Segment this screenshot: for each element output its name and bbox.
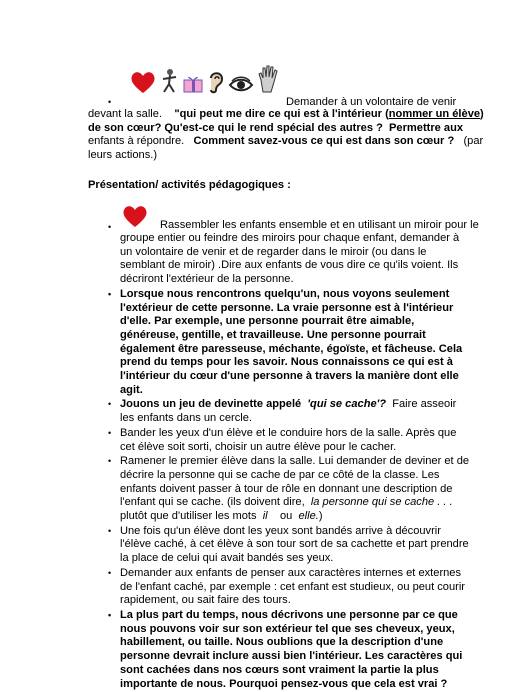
list-item [108, 398, 472, 425]
intro-line-1: Demander à un volontaire de venir [286, 96, 457, 108]
list-item [108, 609, 472, 691]
intro-bold-underline: nommer un élève [388, 108, 481, 120]
intro-bold-4: Permettre aux [389, 121, 464, 134]
icon-strip [130, 64, 279, 94]
section-heading: Présentation/ activités pédagogiques : [88, 179, 291, 191]
activity-list [108, 204, 479, 692]
intro-icon-row [88, 64, 488, 108]
list-item-text: Une fois qu'un élève dont les yeux sont bandés arrive à découvrir l'élève caché, à cet élève à son tour sort de sa cachette et part prendre la place de celui qui avait bandés ses yeux. [120, 524, 469, 565]
bullet: • [108, 399, 112, 410]
list-item [108, 567, 472, 608]
bullet: • [108, 427, 112, 438]
ear-icon [207, 70, 225, 94]
list-item-text: Bander les yeux d'un élève et le conduire hors de la salle. Après que cet élève soit sorti, choisir un autre élève pour le cacher. [120, 426, 457, 453]
person-icon [159, 68, 179, 94]
list-item-text: Ramener le premier élève dans la salle. Lui demander de deviner et de décrire la personne qui se cache de par ce côté de la classe. Les enfants doivent passer à tour de rôle en donnant une description de l'enfant qui se cache. (ils doivent dire, [120, 455, 470, 509]
intro-text-3: enfants à répondre. [88, 135, 185, 148]
heart-icon [130, 70, 156, 94]
intro-text-2: devant la salle. [88, 108, 163, 120]
list-item-first-line: Rassembler les enfants ensemble et en utilisant un miroir pour le [160, 219, 479, 231]
bullet: • [108, 525, 112, 536]
heart-icon [122, 204, 148, 228]
word-il: il [262, 510, 268, 523]
hand-icon [257, 64, 279, 94]
intro-section [88, 64, 488, 162]
intro-paragraph [88, 108, 488, 162]
list-item-text: Lorsque nous rencontrons quelqu'un, nous voyons seulement l'extérieur de cette personne. La vraie personne est à l'intérieur d'elle. Par exemple, une personne pourrait être aimable, généreuse, gentille, et travailleuse. Une personne pourrait également être paresseuse, méchante, égoïste, et fâcheuse. Cela prend du temps pour les savoir. Nous connaissons ce qui est à l'intérieur du cœur d'une personne à travers la manière dont elle agit. [120, 287, 463, 396]
bullet: • [108, 456, 112, 467]
intro-bold-3: de son cœur? Qu'est-ce qui le rend spécial des autres ? [88, 121, 383, 134]
list-item-text: Demander aux enfants de penser aux caractères internes et externes de l'enfant caché, par exemple : cet enfant est studieux, ou peut courir rapidement, ou sait faire des tours. [120, 566, 466, 607]
list-item-text: La plus part du temps, nous décrivons une personne par ce que nous pouvons voir sur son extérieur tel que ses cheveux, yeux, habillement, ou taille. Nous oublions que la description d'une personne devrait inclure aussi bien l'intérieur. Les caractères qui sont cachées dans nos cœurs sont vraiment la partie la plus importante de nous. Pourquoi pensez-vous que cela est vrai ? [120, 608, 463, 690]
list-item-text: groupe entier ou feindre des miroirs pour chaque enfant, demander à un volontaire de venir et de regarder dans le miroir (ou dans le semblant de miroir) .Dire aux enfants de vous dire ce qu'ils voient. Ils décriront l'extérieur de la personne. [120, 232, 460, 286]
bullet: • [108, 567, 112, 578]
gift-icon [182, 72, 204, 94]
intro-bold-2: ) [480, 108, 484, 120]
list-item-text: Faire asseoir les enfants dans un cercle. [120, 398, 457, 425]
eye-icon [228, 76, 254, 94]
list-item [108, 525, 472, 566]
intro-text-5: leurs actions.) [88, 148, 158, 161]
bullet: • [108, 222, 112, 232]
intro-bold-5: Comment savez-vous ce qui est dans son cœur ? [193, 135, 455, 148]
list-item [108, 455, 472, 524]
game-name: 'qui se cache'? [307, 398, 387, 411]
word-elle: elle. [298, 510, 319, 523]
close-paren: ) [318, 510, 323, 523]
intro-bold-1: "qui peut me dire ce qui est à l'intérieur ( [174, 108, 389, 120]
intro-text-4: (par [463, 135, 484, 148]
bullet: • [108, 609, 112, 620]
word-ou: ou [280, 510, 293, 523]
list-item-text: plutôt que d'utiliser les mots [120, 510, 257, 523]
list-item [108, 427, 472, 454]
list-item [108, 288, 472, 398]
list-item-italic: la personne qui se cache . . . [310, 496, 453, 509]
list-item [108, 204, 479, 234]
list-item-bold: Jouons un jeu de devinette appelé [120, 398, 302, 411]
bullet: • [108, 97, 112, 107]
bullet: • [108, 288, 112, 299]
